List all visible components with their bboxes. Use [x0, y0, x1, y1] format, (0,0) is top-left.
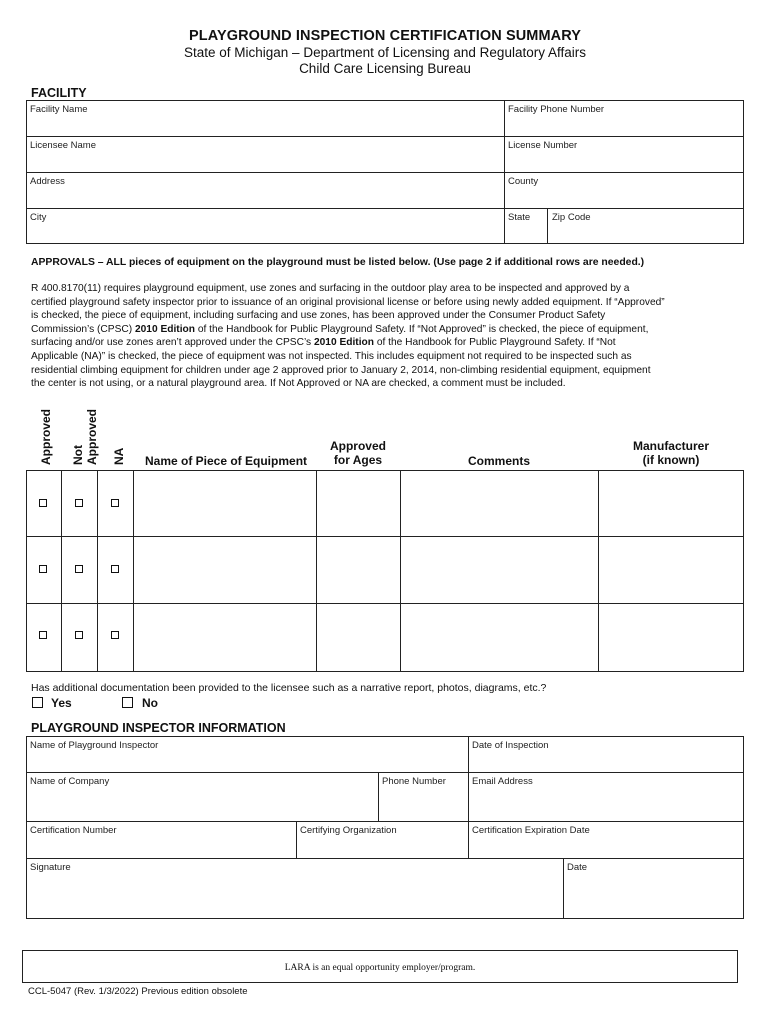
header-approved: Approved: [39, 408, 53, 465]
certification-number-field[interactable]: Certification Number: [30, 825, 117, 836]
facility-phone-field[interactable]: Facility Phone Number: [508, 104, 605, 115]
signature-date-field[interactable]: Date: [567, 862, 588, 873]
row3-not-approved-checkbox[interactable]: [75, 631, 83, 639]
row1-manufacturer[interactable]: [599, 471, 743, 535]
equal-opportunity-statement: LARA is an equal opportunity employer/program.: [284, 963, 476, 973]
row1-ages[interactable]: [317, 471, 399, 535]
row2-ages[interactable]: [317, 537, 399, 602]
header-comments: Comments: [467, 454, 530, 468]
signature-field[interactable]: Signature: [30, 862, 71, 873]
row2-approved-checkbox[interactable]: [39, 565, 47, 573]
row3-manufacturer[interactable]: [599, 604, 743, 671]
documentation-no-label: No: [142, 696, 158, 710]
facility-section-title: FACILITY: [31, 86, 87, 100]
para-line: the center is not using, or a natural playground area. If Not Approved or NA are checked, a comment must be included.: [31, 378, 566, 390]
row3-equipment-name[interactable]: [134, 604, 315, 671]
documentation-no-checkbox[interactable]: [122, 697, 133, 708]
agency-name: State of Michigan – Department of Licensing and Regulatory Affairs: [184, 45, 586, 60]
city-field[interactable]: City: [30, 212, 47, 223]
row1-comments[interactable]: [401, 471, 597, 535]
address-field[interactable]: Address: [30, 176, 65, 187]
row3-approved-checkbox[interactable]: [39, 631, 47, 639]
para-line: Applicable (NA)” is checked, the piece of equipment was not inspected. This includes equipment not required to be inspected such as: [31, 350, 632, 362]
para-line: Commission’s (CPSC) 2010 Edition of the Handbook for Public Playground Safety. If “Not Approved” is checked, the piece of equipment,: [31, 323, 649, 335]
certification-expiration-field[interactable]: Certification Expiration Date: [472, 825, 590, 836]
facility-name-field[interactable]: Facility Name: [30, 104, 88, 115]
para-line: certified playground safety inspector prior to issuance of an original provisional license or before using newly added equipment. If “Approved”: [31, 296, 665, 308]
row3-comments[interactable]: [401, 604, 597, 671]
header-na: NA: [112, 447, 126, 465]
inspector-name-field[interactable]: Name of Playground Inspector: [30, 740, 159, 751]
header-approved-ages-1: Approved: [329, 439, 386, 453]
para-line: is checked, the piece of equipment, including surfacing and use zones, has been approved under the Consumer Product Safety: [31, 310, 606, 322]
row1-not-approved-checkbox[interactable]: [75, 499, 83, 507]
documentation-yes-checkbox[interactable]: [32, 697, 43, 708]
header-manufacturer-2: (if known): [642, 453, 700, 467]
inspector-phone-field[interactable]: Phone Number: [382, 776, 446, 787]
inspector-email-field[interactable]: Email Address: [472, 776, 533, 787]
header-not: Not: [71, 445, 85, 465]
approvals-paragraph: [31, 282, 743, 391]
header-not-approved: Approved: [85, 408, 99, 465]
para-line: R 400.8170(11) requires playground equipment, use zones and surfacing in the outdoor play area to be inspected and approved by a: [31, 283, 630, 294]
header-equipment-name: Name of Piece of Equipment: [144, 454, 308, 468]
row2-na-checkbox[interactable]: [111, 565, 119, 573]
para-line: residential climbing equipment for children under age 2 approved prior to January 2, 2014, non-climbing residential equipment, equipment: [31, 364, 651, 376]
company-name-field[interactable]: Name of Company: [30, 776, 110, 787]
zip-code-field[interactable]: Zip Code: [552, 212, 591, 223]
bureau-name: Child Care Licensing Bureau: [299, 61, 471, 76]
certifying-organization-field[interactable]: Certifying Organization: [300, 825, 397, 836]
row1-na-checkbox[interactable]: [111, 499, 119, 507]
header-manufacturer-1: Manufacturer: [632, 439, 709, 453]
row2-manufacturer[interactable]: [599, 537, 743, 602]
documentation-question: Has additional documentation been provided to the licensee such as a narrative report, photos, diagrams, etc.?: [31, 682, 547, 694]
header-approved-ages-2: for Ages: [333, 453, 383, 467]
row2-comments[interactable]: [401, 537, 597, 602]
approvals-heading: APPROVALS – ALL pieces of equipment on the playground must be listed below. (Use page 2 if additional rows are needed.): [31, 257, 645, 268]
row3-na-checkbox[interactable]: [111, 631, 119, 639]
inspector-section-title: PLAYGROUND INSPECTOR INFORMATION: [31, 721, 286, 735]
license-number-field[interactable]: License Number: [508, 140, 578, 151]
state-field[interactable]: State: [508, 212, 531, 223]
inspection-date-field[interactable]: Date of Inspection: [472, 740, 549, 751]
row2-not-approved-checkbox[interactable]: [75, 565, 83, 573]
licensee-name-field[interactable]: Licensee Name: [30, 140, 97, 151]
row1-approved-checkbox[interactable]: [39, 499, 47, 507]
county-field[interactable]: County: [508, 176, 539, 187]
documentation-yes-label: Yes: [51, 696, 72, 710]
row3-ages[interactable]: [317, 604, 399, 671]
row2-equipment-name[interactable]: [134, 537, 315, 602]
form-title: PLAYGROUND INSPECTION CERTIFICATION SUMMARY: [188, 28, 582, 44]
para-line: surfacing and/or use zones aren’t approved under the CPSC’s 2010 Edition of the Handbook for Public Playground Safety. If “Not: [31, 337, 616, 349]
form-number: CCL-5047 (Rev. 1/3/2022) Previous edition obsolete: [28, 986, 248, 997]
row1-equipment-name[interactable]: [134, 471, 315, 535]
